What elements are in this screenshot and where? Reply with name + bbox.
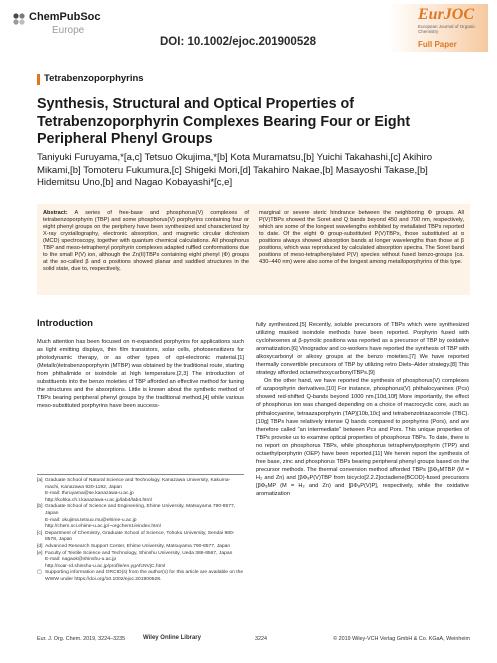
body-column-right: [256, 321, 469, 498]
footnote-row: [37, 570, 244, 583]
footnotes: [37, 478, 244, 584]
article-title: Synthesis, Structural and Optical Properties of Tetrabenzoporphyrin Complexes Bearing Four or Eight Peripheral Phenyl Groups: [37, 96, 411, 147]
footnote-row: [37, 491, 244, 498]
footnote-tag: [a]: [37, 478, 43, 483]
footnote-tag: [b]: [37, 504, 43, 510]
footnote-row: [37, 557, 244, 564]
body-paragraph: fully synthesized.[5] Recently, soluble precursors of TBPs which were synthesized utilizing masked isoindole methods have been reported. Porphyrin fused with cyclohexenes at β-pyrrolic positions was reported as a precursor of TBP by oxidative aromatization.[6] Vinogradov and co-workers have reported the synthesis of TBP with alkoxycarbonyl or alkoxy groups at the benzo moieties.[7] We have reported thermally convertible precursors of TBP by utilizing retro Diels–Alder strategy.[8] This strategy afforded octamethoxycarbonylTBPs.[9]: [256, 322, 469, 377]
footnote-link[interactable]: http://chem.sci.ehime-u.ac.jp/~orgchem1/eindex.html: [45, 524, 161, 530]
section-heading-introduction: Introduction: [37, 318, 93, 329]
abstract-label: Abstract:: [43, 210, 68, 216]
footnote-supporting-info[interactable]: Supporting information and ORCID(s) from the author(s) for this article are available on the WWW under https://doi.org/10.1002/ejoc.201900528.: [45, 570, 244, 582]
journal-logo-title: EurJOC: [418, 6, 475, 23]
footnote-tag: [d]: [37, 543, 43, 549]
abstract-box: [37, 204, 470, 295]
doi-label[interactable]: DOI: 10.1002/ejoc.201900528: [160, 36, 317, 48]
footnote-email[interactable]: E-mail: tfuruyama@se.kanazawa-u.ac.jp: [45, 491, 134, 497]
footnote-tag: [37, 557, 45, 564]
publisher-subtitle: Europe: [52, 25, 85, 36]
page-footer: [37, 636, 470, 648]
body-paragraph: Much attention has been focused on π-expanded porphyrins for applications such as light emitting displays, thin film transistors, solar cells, photosensitizers for photodynamic therapy, or as other types of opt-electronic material.[1] (Metallo)tetrabenzoporphyrin (MTBP) was obtained by the traditional route, starting from phthalimide or isoindole at high temperature.[2,3] The introduction of substituents into the benzo moieties of TBP afforded an effective method for tuning the structures and the absorptions. Little is known about the synthetic method of TBPs bearing peripheral phenyl groups by the traditional method,[4] while various meso-substituted porphyrins have been success-: [37, 339, 244, 410]
footnote-row: [37, 531, 244, 544]
category-marker: [37, 74, 40, 85]
author-list: Taniyuki Furuyama,*[a,c] Tetsuo Okujima,*[b] Kota Muramatsu,[b] Yuichi Takahashi,[c] Akihiro Mikami,[b] Tomoteru Fukumura,[c] Shigeki Mori,[d] Takahiro Nakae,[b] Masayoshi Takase,[b] Hidemitsu Uno,[b] and Nagao Kobayashi*[c,e]: [37, 152, 433, 189]
abstract-column-2: marginal or severe steric hindrance between the neighboring Φ groups. All P(V)TBPs showed the Soret and Q bands beyond 450 and 700 nm, respectively, which are some of the longest wavelengths exhibited by metallated TBPs reported to date. Of the eight Φ group-substituted P(V)TBPs, those substituted at α positions always showed absorption bands at longer wavelengths than those at β positions, which was reproduced by calculated absorption spectra. The Soret band positions of meso-tetraphenylated P(V) species without fused benzo-groups (ca. 430–440 nm) were also some of the longest among metalloporphyrins of this type.: [259, 210, 464, 265]
footer-page-number: 3224: [255, 636, 267, 642]
journal-logo: [388, 4, 488, 52]
footnote-text: Department of Chemistry, Graduate School of Science, Tohoku University, Sendai 980-8578, Japan: [45, 530, 235, 543]
abstract-text-1: A series of free-base and phosphorus(V) complexes of tetrabenzoporphyrin (TBP) and some phosphorus(V) porphyrins containing four or eight phenyl groups on the periphery have been synthesized and characterized by X-ray crystallography, electronic absorption, and magnetic circular dichroism (MCD) spectroscopy, together with quantum chemical calculations. All phosphorus TBP and meso-tetraphenyl porphyrin complexes adapted ruffled conformations due to the small P(V) ion, although the Zn(II)TBPs containing eight phenyl (Φ) groups at the so-called β and α positions showed planar and saddled structures in the solid state, due to, respectively,: [43, 210, 249, 272]
footnote-row: [37, 524, 244, 531]
footnote-divider: [37, 474, 244, 475]
footnote-text: Faculty of Textile Science and Technology, Shinshu University, Ueda 386-8567, Japan: [45, 550, 233, 556]
article-category: Tetrabenzoporphyrins: [44, 73, 144, 84]
footnote-email[interactable]: E-mail: nagaok@shinshu-u.ac.jp: [45, 557, 117, 563]
footer-citation: Eur. J. Org. Chem. 2019, 3224–3235: [37, 636, 126, 642]
abstract-column-1: [43, 210, 249, 273]
footnote-row: [37, 544, 244, 551]
footnote-tag: [37, 518, 45, 525]
footer-copyright: © 2019 Wiley-VCH Verlag GmbH & Co. KGaA, Weinheim: [333, 636, 470, 642]
publisher-logo: [12, 10, 122, 44]
article-type: Full Paper: [418, 40, 457, 49]
body-paragraph: On the other hand, we have reported the synthesis of phosphorus(V) complexes of azaporphyrin derivatives.[10] For instance, phosphorus(V) phthalocyanines (Pcs) showed red-shifted Q-bands beyond 1000 nm.[10d,10f] More importantly, the effect of phosphorus ion was changed depending on a choice of macrocyclic core, such as phthalocyanine, tetraazaporphyrin (TAP)[10b,10c] and tetrabenzotriazacorrole (TBC).[10g] TBPs have relatively intense Q bands compared to porphyrins (Pors), and are therefore called "an intermediate" between Pcs and Pors. This unique properties of TBPs provoke us to examine optical properties of phosphorus TBPs. To date, there is no report on phosphorus TBPs, while phosphorus tetraphenylporphyrin (TPP) and octaethylporphyrin (OEP) have been reported.[11] We herein report the synthesis of free base, zinc and phosphorus TBPs bearing peripheral phenyl groups based on the precursor methods. The thermal conversion method afforded TBPs [βΦ₈MTBP (M = H₂ and Zn) and [βΦ₈P(V)TBP from bicyclo[2.2.2]octadiene(BCOD)-fused precursors [βΦ₈MP (M = H₂ and Zn) and [βΦ₈P(V)P], respectively, while the oxidative aromatization: [256, 378, 469, 497]
footnote-row: [37, 504, 244, 517]
footer-library-link[interactable]: Wiley Online Library: [143, 635, 201, 641]
footnote-text: Advanced Research Support Center, Ehime University, Matsuyama 790-8577, Japan: [45, 543, 231, 549]
chempubsoc-logo-icon: [12, 12, 26, 26]
body-column-left: [37, 338, 244, 410]
footnote-tag: [c]: [37, 530, 43, 536]
footnote-text: Graduate School of Science and Engineering, Ehime University, Matsuyama 790-8577, Japan: [45, 504, 236, 516]
footnote-email[interactable]: E-mail: okujima.tetsuo.mu@ehime-u.ac.jp: [45, 517, 137, 523]
publisher-name: ChemPubSoc: [29, 11, 101, 23]
footnote-tag: [e]: [37, 550, 43, 556]
footnote-link[interactable]: http://soar-rd.shinshu-u.ac.jp/profile/en.ygAfcNVjC.html: [45, 563, 166, 569]
journal-logo-subtitle: European Journal of Organic Chemistry: [418, 24, 476, 34]
footnote-text: Graduate School of Natural Science and Technology, Kanazawa University, Kakuma-machi, Kanazawa 920-1192, Japan: [45, 478, 231, 490]
footnote-row: [37, 478, 244, 491]
footnote-link[interactable]: http://kohka.ch.t.kanazawa-u.ac.jp/lab4/lab4.html: [45, 497, 152, 503]
footnote-tag: [37, 491, 45, 498]
supporting-info-icon: ▢: [37, 570, 42, 576]
footnote-tag: [37, 524, 45, 531]
